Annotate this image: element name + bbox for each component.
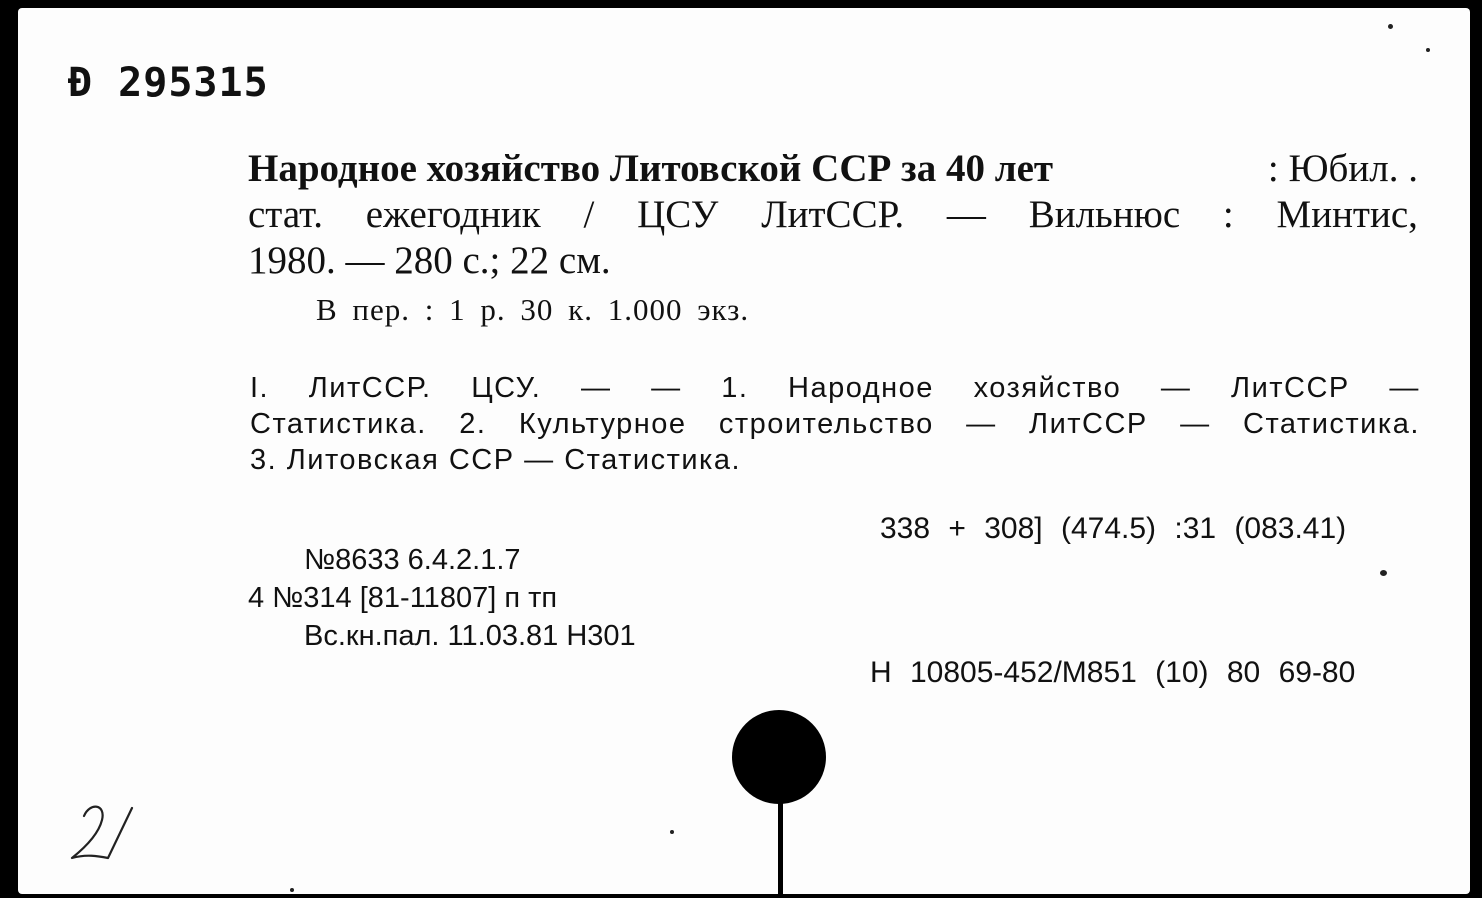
- subject-line-3: 3. Литовская ССР — Статистика.: [250, 444, 742, 476]
- udc-classification: 338 + 308] (474.5) :31 (083.41): [880, 512, 1347, 545]
- order-number-2: 4 №314 [81-11807] п тп: [248, 582, 558, 614]
- description-word: ежегодник: [365, 193, 541, 236]
- subject-word: —: [1389, 372, 1420, 404]
- bibliographic-description: [248, 146, 1418, 284]
- subject-word: —: [580, 372, 612, 404]
- speck: [1426, 48, 1430, 52]
- chamber-registration: Вс.кн.пал. 11.03.81 Н301: [304, 620, 636, 652]
- description-word: —: [946, 193, 986, 236]
- speck: [1380, 570, 1387, 576]
- description-line-2: [248, 192, 1418, 238]
- description-word: ЛитССР.: [761, 193, 905, 236]
- price-and-print-run: В пер. : 1 р. 30 к. 1.000 экз.: [316, 292, 750, 327]
- subject-word: Культурное: [518, 408, 687, 440]
- speck: [670, 830, 674, 834]
- index-code: Н 10805-452/М851 (10) 80 69-80: [870, 656, 1356, 689]
- subject-line-1: [250, 370, 1420, 406]
- description-word: Минтис,: [1276, 193, 1418, 236]
- subject-word: 2.: [459, 408, 487, 440]
- description-word: Вильнюс: [1028, 193, 1181, 236]
- subject-word: —: [966, 408, 997, 440]
- subject-word: Народное: [788, 372, 934, 404]
- title-line: [248, 146, 1418, 192]
- subject-word: 1.: [721, 372, 749, 404]
- subject-word: Статистика.: [1243, 408, 1420, 440]
- subject-word: —: [1160, 372, 1192, 404]
- description-word: стат.: [248, 193, 323, 236]
- subject-word: —: [651, 372, 682, 404]
- subject-word: хозяйство: [973, 372, 1122, 404]
- description-word: /: [583, 193, 595, 236]
- book-title: Народное хозяйство Литовской ССР за 40 лет: [248, 147, 1054, 190]
- subject-word: ЛитССР: [1231, 372, 1350, 404]
- subject-headings: [250, 370, 1420, 478]
- description-line-3: 1980. — 280 с.; 22 см.: [248, 239, 611, 282]
- rod-slot: [778, 798, 783, 894]
- order-number-1: №8633 6.4.2.1.7: [304, 544, 521, 576]
- punch-hole: [732, 710, 826, 804]
- description-word: :: [1222, 193, 1234, 236]
- subject-word: строительство: [718, 408, 934, 440]
- subject-word: I.: [250, 372, 270, 404]
- subject-word: ЦСУ.: [471, 372, 542, 404]
- description-word: ЦСУ: [637, 193, 719, 236]
- subject-word: Статистика.: [250, 408, 427, 440]
- subject-word: ЛитССР: [1029, 408, 1148, 440]
- catalog-card: [18, 8, 1470, 894]
- speck: [1388, 24, 1393, 29]
- call-number: Ɖ 295315: [68, 60, 269, 106]
- title-suffix: : Юбил. .: [1267, 147, 1418, 190]
- speck: [290, 888, 294, 892]
- subject-line-2: [250, 406, 1420, 442]
- subject-word: ЛитССР.: [308, 372, 432, 404]
- subject-word: —: [1180, 408, 1211, 440]
- handwritten-mark: [62, 798, 142, 868]
